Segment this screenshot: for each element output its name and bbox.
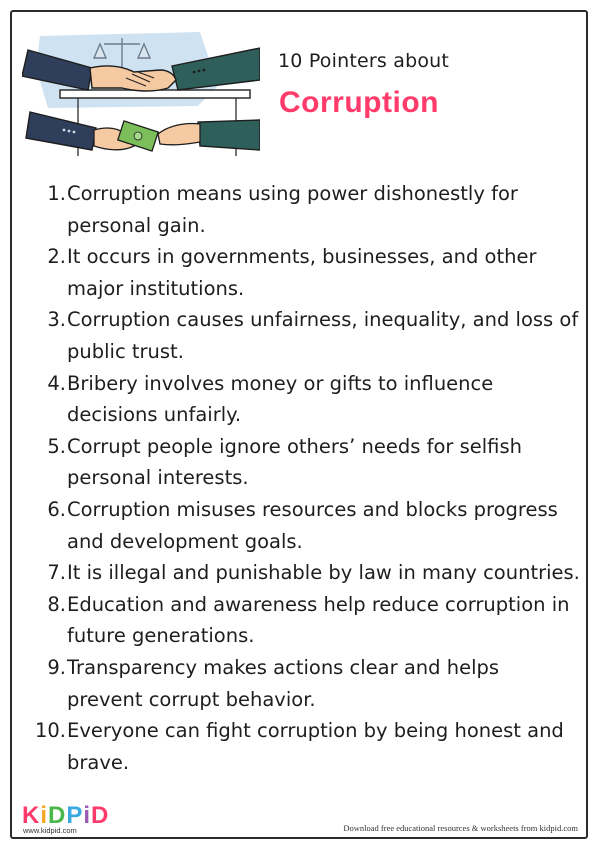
logo-letter: i xyxy=(83,802,92,829)
item-number: 7. xyxy=(47,561,66,585)
footer-note: Download free educational resources & worksheets from kidpid.com xyxy=(343,823,578,833)
logo-letter: P xyxy=(66,802,84,829)
item-number: 9. xyxy=(47,655,66,679)
item-text: It occurs in governments, businesses, and other major institutions. xyxy=(67,245,537,300)
item-number: 10. xyxy=(34,719,66,743)
item-text: Bribery involves money or gifts to influence decisions unfairly. xyxy=(67,371,494,427)
item-text: It is illegal and punishable by law in many countries. xyxy=(67,561,580,585)
item-number: 1. xyxy=(47,182,66,205)
item-text: Education and awareness help reduce corruption in future generations. xyxy=(67,592,570,648)
item-text: Everyone can fight corruption by being honest and brave. xyxy=(67,719,564,774)
list-item xyxy=(40,368,580,431)
item-number: 5. xyxy=(47,434,66,458)
list-item xyxy=(40,589,580,652)
list-item xyxy=(40,494,580,557)
item-text: Corrupt people ignore others’ needs for selfish personal interests. xyxy=(67,434,522,490)
lower-left-sleeve xyxy=(26,112,96,150)
list-item xyxy=(40,178,580,241)
money-bribe-icon xyxy=(94,121,200,151)
kidpid-logo[interactable] xyxy=(22,802,114,835)
list-item xyxy=(40,652,580,715)
logo-letter: D xyxy=(48,802,67,829)
logo-url[interactable]: www.kidpid.com xyxy=(23,826,77,835)
list-item xyxy=(40,557,580,589)
item-text: Corruption causes unfairness, inequality, and loss of public trust. xyxy=(67,308,579,363)
item-number: 6. xyxy=(47,497,66,521)
list-item xyxy=(40,304,580,367)
item-number: 8. xyxy=(47,592,66,616)
lower-right-sleeve xyxy=(198,120,260,150)
worksheet-title: Corruption xyxy=(279,86,439,119)
worksheet-subtitle: 10 Pointers about xyxy=(278,50,450,72)
pointers-list xyxy=(34,178,580,778)
item-number: 4. xyxy=(47,371,66,395)
list-item xyxy=(34,715,580,778)
item-text: Corruption misuses resources and blocks progress and development goals. xyxy=(67,497,558,553)
item-text: Corruption means using power dishonestly for personal gain. xyxy=(67,182,518,237)
list-item xyxy=(40,241,580,304)
logo-letter: D xyxy=(91,802,110,829)
item-text: Transparency makes actions clear and helps prevent corrupt behavior. xyxy=(67,655,500,711)
item-number: 3. xyxy=(47,308,66,332)
logo-letter: i xyxy=(40,802,49,829)
logo-letter: K xyxy=(22,802,41,829)
corruption-illustration xyxy=(22,28,260,160)
item-number: 2. xyxy=(47,245,66,269)
list-item xyxy=(40,431,580,494)
